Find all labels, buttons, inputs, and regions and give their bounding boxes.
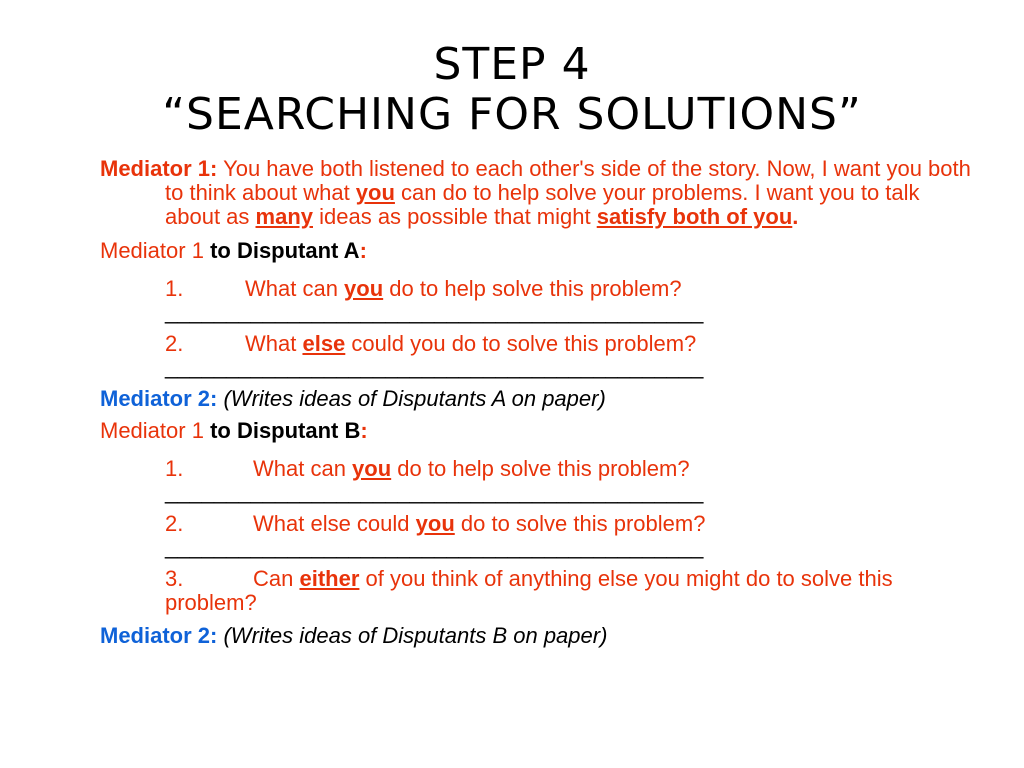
slide-body — [100, 157, 980, 648]
intro-speaker: Mediator 1: — [100, 156, 218, 181]
answer-blank-line: ____________________________________________ — [165, 354, 704, 379]
section-a-target: to Disputant A — [203, 238, 360, 263]
section-b-heading — [100, 419, 980, 443]
question-emphasis: either — [299, 566, 360, 591]
section-b-target: to Disputant B — [203, 418, 361, 443]
question-emphasis: you — [352, 456, 392, 481]
question-emphasis: else — [302, 331, 346, 356]
title-line-2: “SEARCHING FOR SOLUTIONS” — [162, 89, 862, 140]
question-text: of you think of anything else you might do to solve this problem? — [165, 566, 893, 615]
question-number: 1. — [165, 276, 184, 301]
intro-text-1: You have both listened to each other's side of the story. Now, I want you both to think about what — [165, 156, 971, 205]
section-a-heading — [100, 239, 980, 263]
question-text: What can — [245, 276, 345, 301]
question-text: What — [245, 331, 303, 356]
question-text: Can — [253, 566, 300, 591]
question-number: 2. — [165, 511, 184, 536]
intro-paragraph — [100, 157, 980, 229]
note-a-speaker: Mediator 2: — [100, 386, 218, 411]
answer-blank-line: ____________________________________________ — [165, 479, 704, 504]
note-a — [100, 387, 980, 411]
intro-end: . — [792, 204, 799, 229]
section-a-colon: : — [359, 238, 367, 263]
answer-blank-line: ____________________________________________ — [165, 534, 704, 559]
note-b-text: (Writes ideas of Disputants B on paper) — [217, 623, 608, 648]
intro-emphasis-both: satisfy both of you — [596, 204, 793, 229]
intro-emphasis-you: you — [355, 180, 395, 205]
title-line-1: STEP 4 — [433, 39, 591, 90]
note-b-speaker: Mediator 2: — [100, 623, 218, 648]
section-b-question-1 — [100, 457, 980, 481]
question-emphasis: you — [344, 276, 384, 301]
question-number: 1. — [165, 456, 184, 481]
question-text: do to solve this problem? — [454, 511, 706, 536]
note-b — [100, 624, 980, 648]
intro-text-2: can do to help solve your problems. I want you to talk about as — [165, 180, 920, 229]
question-text: do to help solve this problem? — [383, 276, 682, 301]
section-b-speaker: Mediator 1 — [100, 418, 204, 443]
question-number: 3. — [165, 566, 184, 591]
section-b-colon: : — [360, 418, 368, 443]
intro-text-3: ideas as possible that might — [313, 204, 597, 229]
slide-title — [0, 40, 1024, 140]
section-b-question-2 — [100, 512, 980, 536]
section-b-question-3 — [100, 567, 980, 615]
question-text: What else could — [253, 511, 416, 536]
answer-blank-line: ____________________________________________ — [165, 299, 704, 324]
section-a-question-1 — [100, 277, 980, 301]
question-text: do to help solve this problem? — [391, 456, 690, 481]
note-a-text: (Writes ideas of Disputants A on paper) — [217, 386, 606, 411]
section-a-speaker: Mediator 1 — [100, 238, 204, 263]
question-text: What can — [253, 456, 353, 481]
question-emphasis: you — [415, 511, 455, 536]
question-number: 2. — [165, 331, 184, 356]
section-a-question-2 — [100, 332, 980, 356]
intro-emphasis-many: many — [255, 204, 313, 229]
question-text: could you do to solve this problem? — [345, 331, 697, 356]
